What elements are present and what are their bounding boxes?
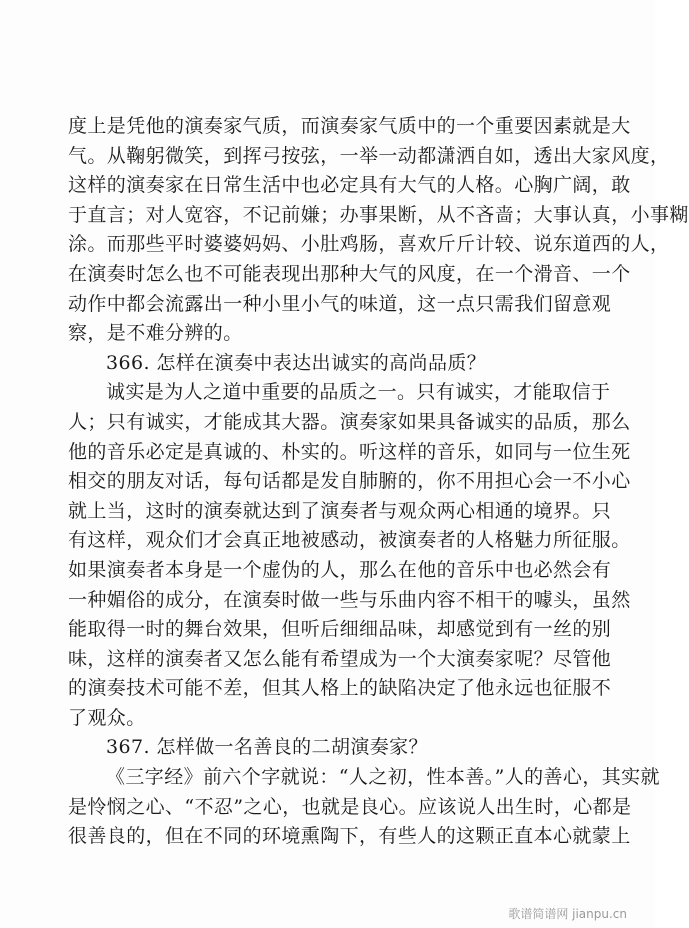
text-line: 能取得一时的舞台效果，但听后细细品味，却感觉到有一丝的别 — [68, 618, 612, 641]
text-line: 涂。而那些平时婆婆妈妈、小肚鸡肠，喜欢斤斤计较、说东道西的人， — [68, 233, 670, 256]
text-line: 于直言；对人宽容，不记前嫌；办事果断，从不吝啬；大事认真，小事糊 — [68, 203, 689, 226]
text-line: 有这样，观众们才会真正地被感动，被演奏者的人格魅力所征服。 — [68, 529, 631, 552]
text-line: 是怜悯之心、“不忍”之心，也就是良心。应该说人出生时，心都是 — [68, 795, 632, 818]
text-line: 在演奏时怎么也不可能表现出那种大气的风度，在一个滑音、一个 — [68, 262, 631, 285]
text-line: 这样的演奏家在日常生活中也必定具有大气的人格。心胸广阔，敢 — [68, 174, 631, 197]
text-line: 他的音乐必定是真诚的、朴实的。听这样的音乐，如同与一位生死 — [68, 440, 631, 463]
text-line: 就上当，这时的演奏就达到了演奏者与观众两心相通的境界。只 — [68, 499, 612, 522]
text-line: 诚实是为人之道中重要的品质之一。只有诚实，才能取信于 — [106, 381, 611, 404]
section-heading: 366. 怎样在演奏中表达出诚实的高尚品质？ — [106, 351, 487, 374]
text-line: 了观众。 — [68, 706, 146, 729]
text-line: 相交的朋友对话，每句话都是发自肺腑的，你不用担心会一不小心 — [68, 470, 631, 493]
text-line: 一种媚俗的成分，在演奏时做一些与乐曲内容不相干的噱头，虽然 — [68, 588, 631, 611]
text-line: 味，这样的演奏者又怎么能有希望成为一个大演奏家呢？尽管他 — [68, 647, 612, 670]
text-line: 度上是凭他的演奏家气质，而演奏家气质中的一个重要因素就是大 — [68, 115, 631, 137]
text-line: 动作中都会流露出一种小里小气的味道，这一点只需我们留意观 — [68, 292, 612, 315]
text-line: 气。从鞠躬微笑，到挥弓按弦，一举一动都潇洒自如，透出大家风度， — [68, 144, 670, 167]
body-text — [68, 112, 689, 852]
text-line: 的演奏技术可能不差，但其人格上的缺陷决定了他永远也征服不 — [68, 677, 612, 700]
text-line: 察，是不难分辨的。 — [68, 322, 243, 345]
text-line: 如果演奏者本身是一个虚伪的人，那么在他的音乐中也必然会有 — [68, 558, 612, 581]
text-line: 人；只有诚实，才能成其大器。演奏家如果具备诚实的品质，那么 — [68, 410, 631, 433]
text-line: 《三字经》前六个字就说：“人之初，性本善。”人的善心，其实就 — [106, 766, 660, 789]
text-line: 很善良的，但在不同的环境熏陶下，有些人的这颗正直本心就蒙上 — [68, 825, 631, 848]
section-heading: 367. 怎样做一名善良的二胡演奏家？ — [106, 736, 428, 759]
watermark: 歌谱简谱网 jianpu.cn — [508, 907, 627, 921]
